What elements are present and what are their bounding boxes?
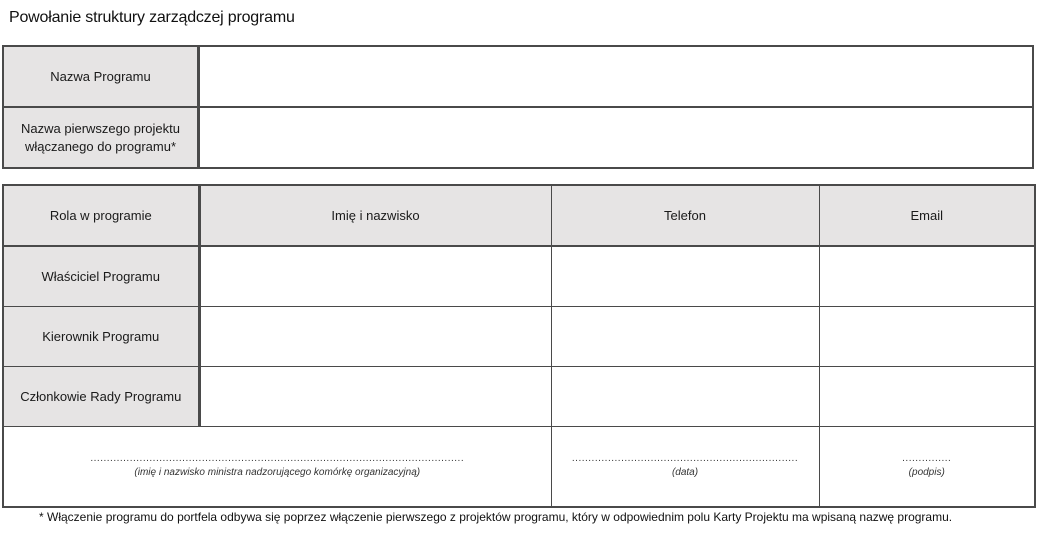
footnote: * Włączenie programu do portfela odbywa się poprzez włączenie pierwszego z projektów programu, który w odpowiednim polu Karty Projektu ma wpisaną nazwę programu. bbox=[39, 510, 953, 524]
program-name-field[interactable] bbox=[199, 46, 1034, 107]
page-title: Powołanie struktury zarządczej programu bbox=[9, 9, 295, 26]
table-row bbox=[3, 107, 1033, 168]
header-name: Imię i nazwisko bbox=[199, 185, 551, 246]
header-role: Rola w programie bbox=[3, 185, 199, 246]
minister-dots: .................................................................................................................. bbox=[90, 453, 465, 464]
name-cell[interactable] bbox=[199, 367, 551, 427]
phone-cell[interactable] bbox=[551, 246, 819, 307]
minister-signature-cell[interactable] bbox=[3, 427, 551, 508]
date-cell[interactable] bbox=[551, 427, 819, 508]
phone-cell[interactable] bbox=[551, 367, 819, 427]
table-row bbox=[3, 307, 1035, 367]
role-label: Członkowie Rady Programu bbox=[3, 367, 199, 427]
signature-row bbox=[3, 427, 1035, 508]
first-project-label: Nazwa pierwszego projektu włączanego do programu* bbox=[3, 107, 199, 168]
table-row bbox=[3, 367, 1035, 427]
roles-table bbox=[2, 184, 1036, 508]
program-name-label: Nazwa Programu bbox=[3, 46, 199, 107]
sign-caption: (podpis) bbox=[908, 467, 945, 478]
table-row bbox=[3, 246, 1035, 307]
role-label: Właściciel Programu bbox=[3, 246, 199, 307]
name-cell[interactable] bbox=[199, 307, 551, 367]
header-email: Email bbox=[819, 185, 1035, 246]
name-cell[interactable] bbox=[199, 246, 551, 307]
date-dots: ..................................................................... bbox=[571, 453, 799, 464]
email-cell[interactable] bbox=[819, 367, 1035, 427]
sign-dots: ............... bbox=[902, 453, 952, 464]
phone-cell[interactable] bbox=[551, 307, 819, 367]
minister-caption: (imię i nazwisko ministra nadzorującego komórkę organizacyjną) bbox=[134, 467, 421, 478]
email-cell[interactable] bbox=[819, 307, 1035, 367]
date-caption: (data) bbox=[671, 467, 699, 478]
email-cell[interactable] bbox=[819, 246, 1035, 307]
first-project-field[interactable] bbox=[199, 107, 1034, 168]
sign-cell[interactable] bbox=[819, 427, 1035, 508]
program-info-table bbox=[2, 45, 1034, 169]
table-row bbox=[3, 46, 1033, 107]
header-phone: Telefon bbox=[551, 185, 819, 246]
role-label: Kierownik Programu bbox=[3, 307, 199, 367]
table-header-row bbox=[3, 185, 1035, 246]
